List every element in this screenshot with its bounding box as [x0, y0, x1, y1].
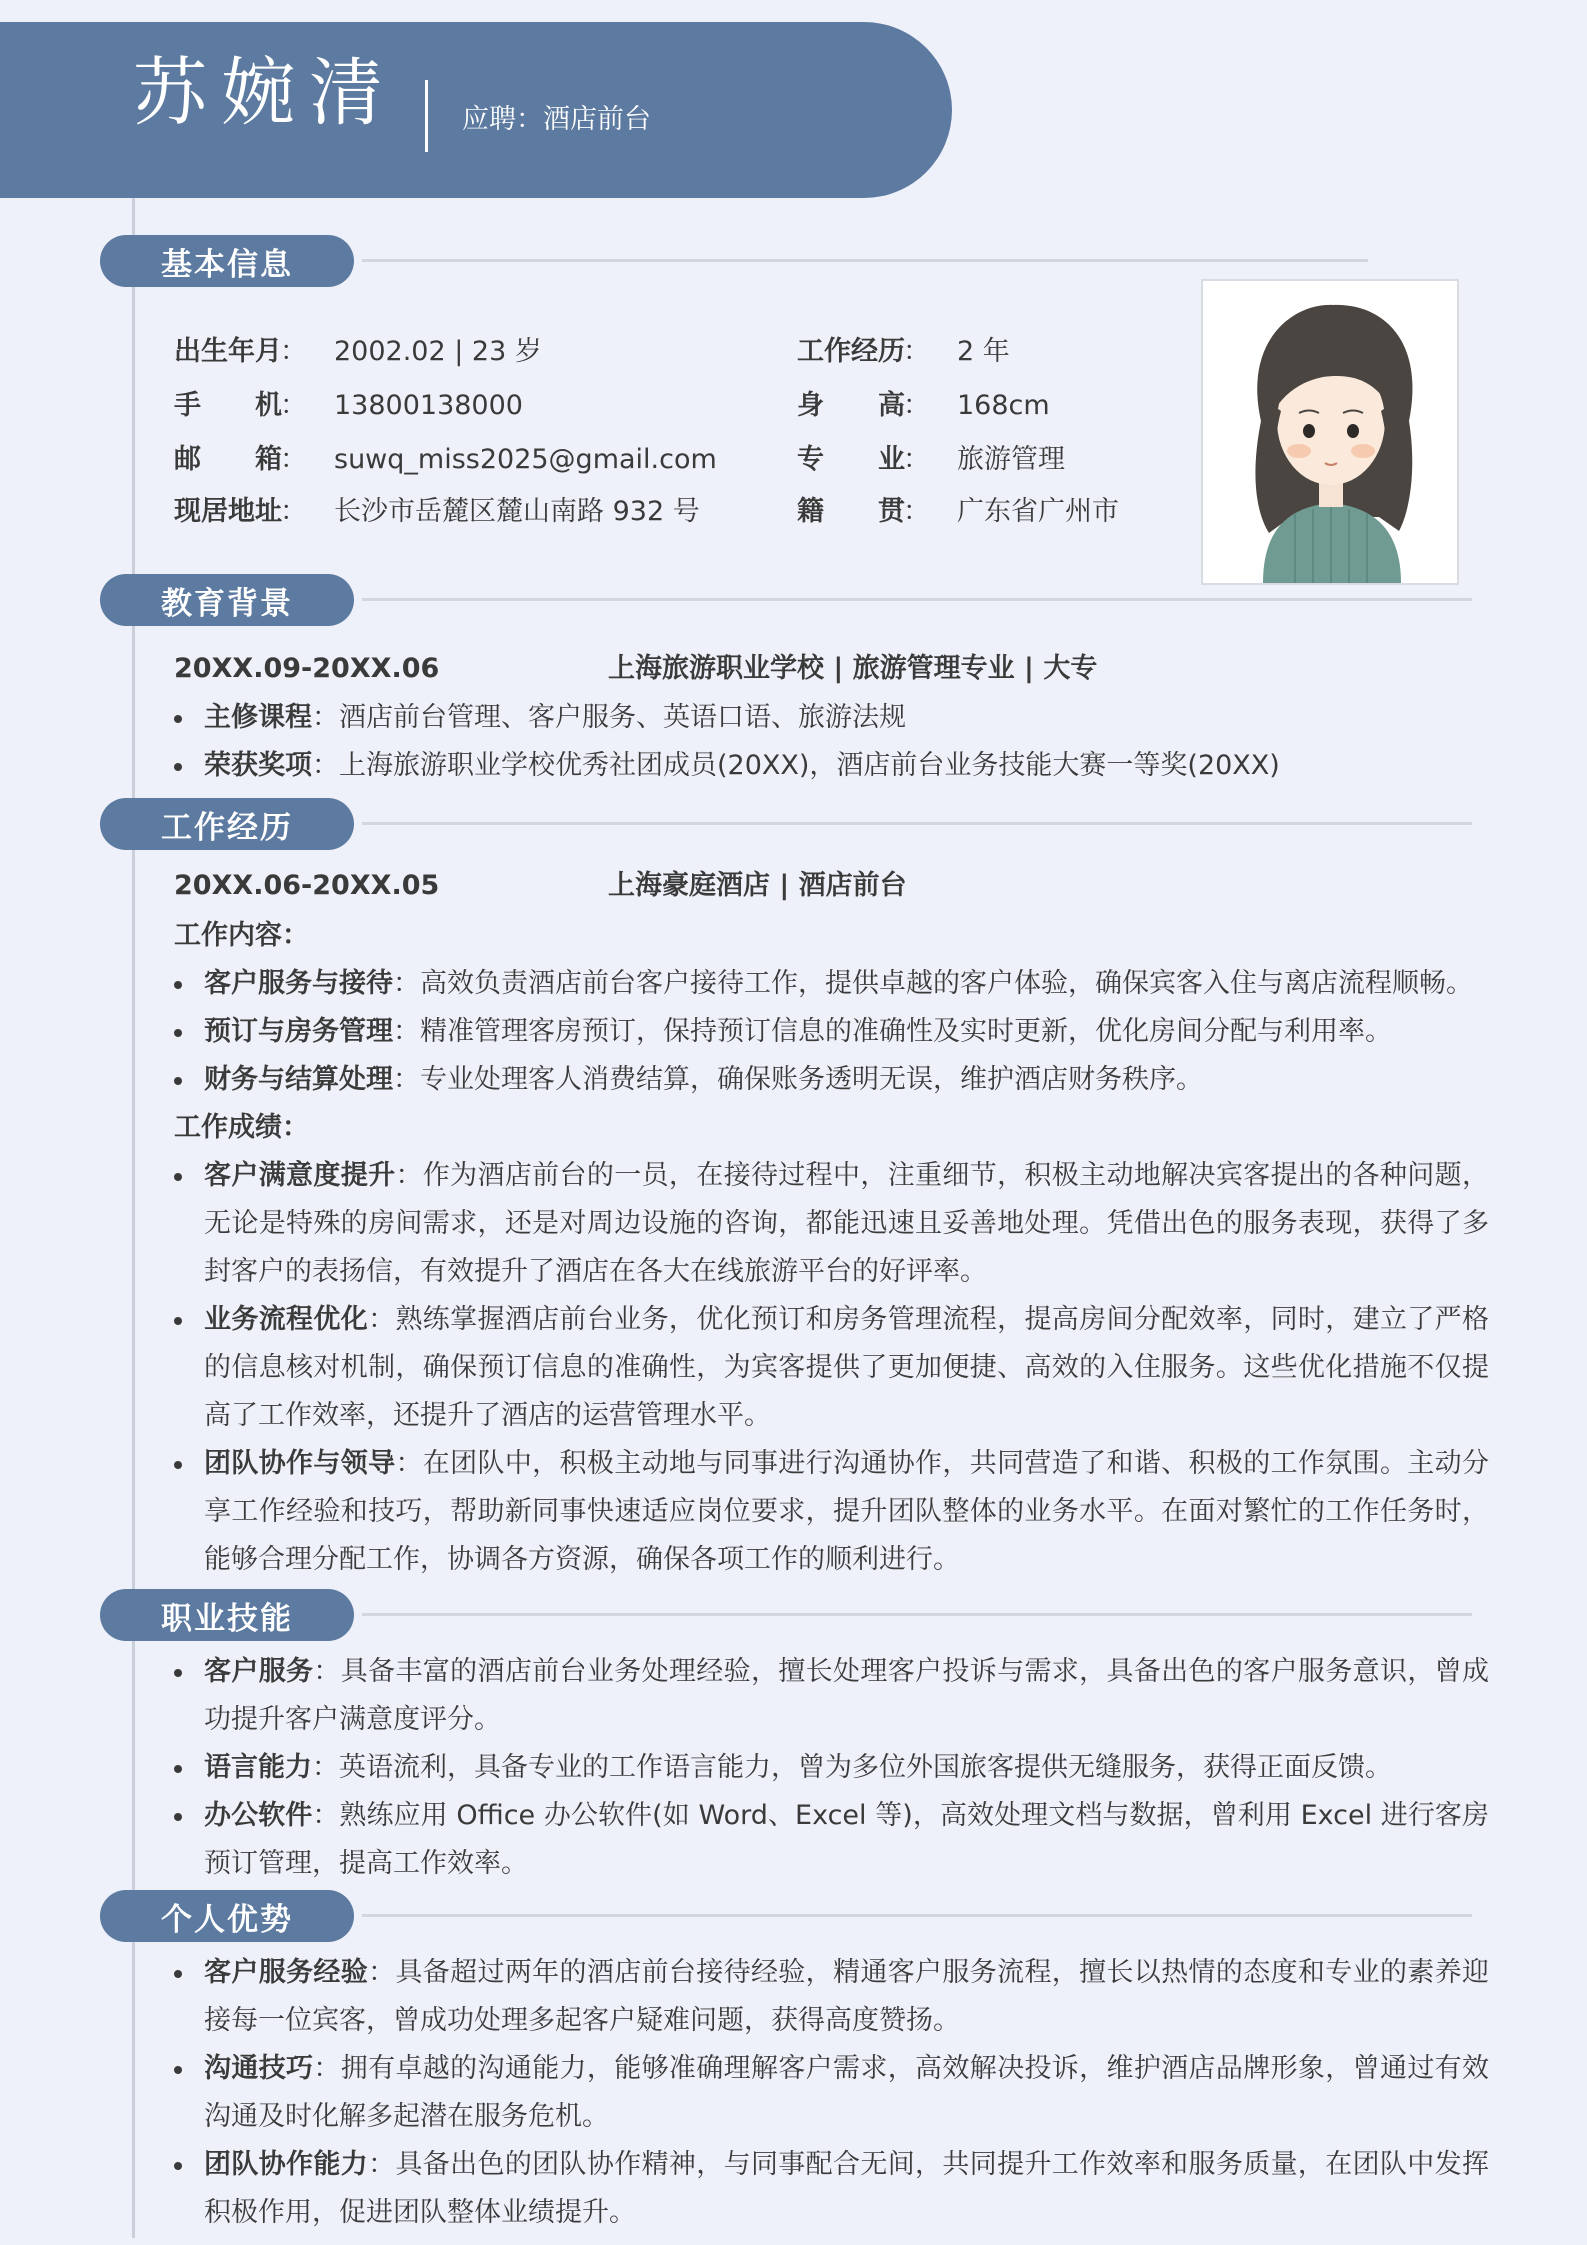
list-item — [174, 1949, 1489, 2045]
item-keyword: 团队协作能力 — [204, 2149, 369, 2180]
list-item — [174, 1744, 1489, 1792]
section-title: 职业技能 — [100, 1589, 354, 1641]
item-text: ：精准管理客房预订，保持预订信息的准确性及实时更新，优化房间分配与利用率。 — [393, 1016, 1392, 1047]
list-item — [174, 1648, 1489, 1744]
info-label: 籍 贯 — [797, 496, 905, 527]
bullet-dot — [174, 1669, 182, 1677]
education-school: 上海旅游职业学校 | 旅游管理专业 | 大专 — [608, 653, 1098, 684]
item-text: ：高效负责酒店前台客户接待工作，提供卓越的客户体验，确保宾客入住与离店流程顺畅。 — [393, 968, 1473, 999]
header-divider — [425, 80, 428, 152]
bullet-dot — [174, 2066, 182, 2074]
bullet-dot — [174, 1813, 182, 1821]
profile-photo — [1201, 279, 1459, 585]
info-colon: ： — [903, 496, 930, 527]
item-keyword: 荣获奖项 — [204, 750, 312, 781]
info-colon: ： — [903, 444, 930, 475]
info-colon: ： — [280, 336, 307, 367]
item-text: ：具备丰富的酒店前台业务处理经验，擅长处理客户投诉与需求，具备出色的客户服务意识，曾成功提升客户满意度评分。 — [204, 1656, 1490, 1735]
info-label: 工作经历 — [797, 336, 905, 367]
item-text: ：熟练掌握酒店前台业务，优化预订和房务管理流程，提高房间分配效率，同时，建立了严格的信息核对机制，确保预订信息的准确性，为宾客提供了更加便捷、高效的入住服务。这些优化措施不仅提高了工作效率，还提升了酒店的运营管理水平。 — [204, 1304, 1490, 1431]
info-value: 2 年 — [957, 336, 1010, 367]
item-keyword: 财务与结算处理 — [204, 1064, 393, 1095]
list-item — [174, 960, 1489, 1008]
item-text: ：上海旅游职业学校优秀社团成员(20XX)，酒店前台业务技能大赛一等奖(20XX) — [312, 750, 1280, 781]
section-education — [100, 574, 1480, 626]
work-company: 上海豪庭酒店 | 酒店前台 — [608, 870, 907, 901]
item-keyword: 团队协作与领导 — [204, 1448, 396, 1479]
bullet-dot — [174, 1029, 182, 1037]
info-value: 广东省广州市 — [957, 496, 1119, 527]
list-item — [174, 2045, 1489, 2141]
work-period: 20XX.06-20XX.05 — [174, 870, 440, 901]
item-text: ：英语流利，具备专业的工作语言能力，曾为多位外国旅客提供无缝服务，获得正面反馈。 — [312, 1752, 1392, 1783]
bullet-dot — [174, 1317, 182, 1325]
info-colon: ： — [280, 390, 307, 421]
section-title: 基本信息 — [100, 235, 354, 287]
info-label: 现居地址 — [174, 496, 282, 527]
list-item — [174, 1296, 1489, 1440]
item-keyword: 沟通技巧 — [204, 2053, 314, 2084]
list-item — [174, 1152, 1489, 1296]
item-text: ：具备超过两年的酒店前台接待经验，精通客户服务流程，擅长以热情的态度和专业的素养迎接每一位宾客，曾成功处理多起客户疑难问题，获得高度赞扬。 — [204, 1957, 1490, 2036]
info-label: 手 机 — [174, 390, 282, 421]
item-keyword: 语言能力 — [204, 1752, 312, 1783]
section-divider — [362, 259, 1368, 262]
bullet-dot — [174, 981, 182, 989]
info-colon: ： — [903, 336, 930, 367]
item-text: ：专业处理客人消费结算，确保账务透明无误，维护酒店财务秩序。 — [393, 1064, 1203, 1095]
list-item — [174, 1440, 1489, 1584]
item-keyword: 主修课程 — [204, 702, 312, 733]
applied-position — [462, 106, 651, 133]
list-item — [174, 1008, 1489, 1056]
info-label: 身 高 — [797, 390, 905, 421]
section-skills — [100, 1589, 1480, 1641]
bullet-dot — [174, 1173, 182, 1181]
info-label: 专 业 — [797, 444, 905, 475]
info-colon: ： — [903, 390, 930, 421]
info-label: 出生年月 — [174, 336, 282, 367]
work-achievement-label: 工作成绩： — [174, 1112, 309, 1143]
item-keyword: 预订与房务管理 — [204, 1016, 393, 1047]
list-item — [174, 742, 1489, 790]
section-strengths — [100, 1890, 1480, 1942]
list-item — [174, 1792, 1489, 1888]
bullet-dot — [174, 1765, 182, 1773]
section-divider — [362, 822, 1472, 825]
candidate-name: 苏婉清 — [133, 50, 397, 136]
list-item — [174, 2141, 1489, 2237]
item-keyword: 客户服务与接待 — [204, 968, 393, 999]
item-text: ：酒店前台管理、客户服务、英语口语、旅游法规 — [312, 702, 906, 733]
section-divider — [362, 598, 1472, 601]
bullet-dot — [174, 2162, 182, 2170]
section-title: 教育背景 — [100, 574, 354, 626]
section-title: 个人优势 — [100, 1890, 354, 1942]
info-colon: ： — [280, 496, 307, 527]
apply-position: 酒店前台 — [543, 104, 651, 135]
info-value: 168cm — [957, 390, 1050, 421]
item-keyword: 客户服务 — [204, 1656, 314, 1687]
bullet-dot — [174, 763, 182, 771]
section-work — [100, 798, 1480, 850]
info-colon: ： — [280, 444, 307, 475]
info-value: 2002.02 | 23 岁 — [334, 336, 542, 367]
item-text: ：熟练应用 Office 办公软件(如 Word、Excel 等)，高效处理文档与数据，曾利用 Excel 进行客房预订管理，提高工作效率。 — [204, 1800, 1489, 1879]
bullet-dot — [174, 715, 182, 723]
avatar-illustration — [1203, 281, 1457, 583]
item-text: ：具备出色的团队协作精神，与同事配合无间，共同提升工作效率和服务质量，在团队中发挥积极作用，促进团队整体业绩提升。 — [204, 2149, 1490, 2228]
info-value: 长沙市岳麓区麓山南路 932 号 — [334, 496, 700, 527]
item-keyword: 客户服务经验 — [204, 1957, 369, 1988]
item-keyword: 业务流程优化 — [204, 1304, 369, 1335]
list-item — [174, 1056, 1489, 1104]
item-text: ：作为酒店前台的一员，在接待过程中，注重细节，积极主动地解决宾客提出的各种问题，无论是特殊的房间需求，还是对周边设施的咨询，都能迅速且妥善地处理。凭借出色的服务表现，获得了多封客户的表扬信，有效提升了酒店在各大在线旅游平台的好评率。 — [204, 1160, 1490, 1287]
info-value: 旅游管理 — [957, 444, 1065, 475]
info-label: 邮 箱 — [174, 444, 282, 475]
bullet-dot — [174, 1970, 182, 1978]
work-content-label: 工作内容： — [174, 920, 309, 951]
item-text: ：在团队中，积极主动地与同事进行沟通协作，共同营造了和谐、积极的工作氛围。主动分享工作经验和技巧，帮助新同事快速适应岗位要求，提升团队整体的业务水平。在面对繁忙的工作任务时，能够合理分配工作，协调各方资源，确保各项工作的顺利进行。 — [204, 1448, 1490, 1575]
list-item — [174, 694, 1489, 742]
email-value[interactable]: suwq_miss2025@gmail.com — [334, 444, 717, 475]
item-keyword: 客户满意度提升 — [204, 1160, 396, 1191]
education-period: 20XX.09-20XX.06 — [174, 653, 440, 684]
section-divider — [362, 1914, 1472, 1917]
info-value: 13800138000 — [334, 390, 523, 421]
apply-label: 应聘： — [462, 104, 543, 135]
item-keyword: 办公软件 — [204, 1800, 313, 1831]
bullet-dot — [174, 1077, 182, 1085]
section-divider — [362, 1613, 1472, 1616]
bullet-dot — [174, 1461, 182, 1469]
item-text: ：拥有卓越的沟通能力，能够准确理解客户需求，高效解决投诉，维护酒店品牌形象，曾通过有效沟通及时化解多起潜在服务危机。 — [204, 2053, 1490, 2132]
section-title: 工作经历 — [100, 798, 354, 850]
